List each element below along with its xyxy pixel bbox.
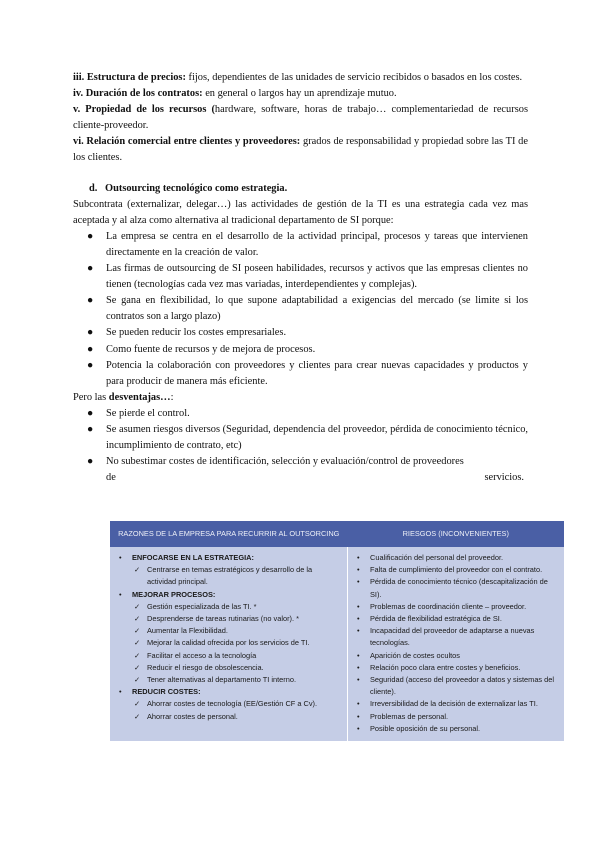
list-item: ● Las firmas de outsourcing de SI poseen habilidades, recursos y activos que las empresas clientes no tienen (tecnologías cada vez mas variadas, interdependientes y complejas). — [87, 263, 528, 291]
list-item: ✓ Ahorrar costes de tecnología (EE/Gestión CF a Cv). — [114, 698, 343, 710]
item-iii — [73, 70, 528, 86]
list-item: ● No subestimar costes de identificación, selección y evaluación/control de proveedores de servicios. — [106, 454, 528, 486]
list-item: • Problemas de coordinación cliente – proveedor. — [352, 601, 560, 613]
bullet-icon: • — [119, 589, 122, 599]
list-item: • Irreversibilidad de la decisión de externalizar las TI. — [352, 698, 560, 710]
bullet-icon: • — [357, 565, 360, 575]
bullet-icon: ● — [87, 230, 94, 242]
list-item: • Posible oposición de su personal. — [352, 723, 560, 735]
list-item: • Problemas de personal. — [352, 711, 560, 723]
item-iii-text: fijos, dependientes de las unidades de servicio recibidos o basados en los costes. — [185, 72, 523, 83]
table-header-reasons: RAZONES DE LA EMPRESA PARA RECURRIR AL OUTSORCING — [110, 521, 348, 547]
disadvantages-label: desventajas… — [108, 391, 171, 403]
check-icon: ✓ — [134, 601, 141, 611]
list-item: ● Se pueden reducir los costes empresariales. — [106, 325, 528, 341]
risks-cell — [348, 547, 565, 741]
item-iv-text: en general o largos hay un aprendizaje mutuo. — [202, 88, 397, 100]
bullet-icon: • — [357, 577, 360, 587]
bullet-icon: • — [119, 687, 122, 697]
reasons-section: • ENFOCARSE EN LA ESTRATEGIA: — [114, 552, 343, 564]
check-icon: ✓ — [134, 699, 141, 709]
bullet-icon: ● — [87, 263, 94, 275]
list-item: ✓ Aumentar la Flexibilidad. — [114, 625, 343, 637]
section-paragraph: Subcontrata (externalizar, delegar…) las actividades de gestión de la TI es una estrategia cada vez mas aceptada y al alza como alternativa al tradicional departamento de SI porque: — [73, 198, 528, 226]
check-icon: ✓ — [134, 711, 141, 721]
advantages-list — [73, 229, 528, 390]
bullet-icon: • — [119, 553, 122, 562]
bullet-icon: ● — [87, 343, 94, 355]
list-item: ✓ Tener alternativas al departamento TI interno. — [114, 674, 343, 686]
disadvantages-intro: Pero las desventajas…: — [73, 391, 174, 403]
bullet-icon: • — [357, 723, 360, 733]
check-icon: ✓ — [134, 565, 141, 575]
bullet-icon: ● — [87, 295, 94, 307]
check-icon: ✓ — [134, 662, 141, 672]
disadvantages-list — [73, 406, 528, 486]
reasons-section: • REDUCIR COSTES: — [114, 686, 343, 698]
list-item: ✓ Reducir el riesgo de obsolescencia. — [114, 662, 343, 674]
list-item: • Pérdida de flexibilidad estratégica de SI. — [352, 613, 560, 625]
list-item: ● Se asumen riesgos diversos (Seguridad, dependencia del proveedor, pérdida de conocimiento técnico, incumplimiento de contrato, etc) — [87, 423, 528, 452]
bullet-icon: ● — [87, 423, 94, 435]
list-item: ● Potencia la colaboración con proveedores y clientes para crear nuevas capacidades y productos y para producir de manera más eficiente. — [87, 359, 528, 387]
list-item: ✓ Gestión especializada de las TI. * — [114, 601, 343, 613]
document-body — [73, 70, 528, 486]
list-item: ● Como fuente de recursos y de mejora de procesos. — [106, 342, 528, 358]
bullet-icon: • — [357, 601, 360, 611]
item-vi-text: grados de responsabilidad y propiedad sobre las TI de los clientes. — [73, 136, 528, 164]
bullet-icon: • — [357, 626, 360, 636]
reasons-cell — [110, 547, 348, 741]
bullet-icon: • — [357, 614, 360, 624]
list-item: ✓ Centrarse en temas estratégicos y desarrollo de la actividad principal. — [134, 565, 313, 587]
bullet-icon: • — [357, 662, 360, 672]
section-heading — [89, 181, 528, 197]
list-item: ✓ Desprenderse de tareas rutinarias (no valor). * — [114, 613, 343, 625]
item-iv-label: iv. Duración de los contratos: — [73, 88, 203, 100]
bullet-icon: • — [357, 711, 360, 721]
list-item: ✓ Ahorrar costes de personal. — [114, 711, 343, 723]
check-icon: ✓ — [134, 650, 141, 660]
list-item: ● Se pierde el control. — [106, 406, 528, 422]
check-icon: ✓ — [134, 614, 141, 624]
item-iii-label: iii. Estructura de precios: — [73, 72, 186, 83]
last-bullet-line: de servicios. — [106, 472, 524, 484]
bullet-icon: • — [357, 553, 360, 562]
list-item: ✓ Facilitar el acceso a la tecnología — [114, 650, 343, 662]
item-v — [73, 102, 528, 134]
reasons-section: • MEJORAR PROCESOS: — [114, 589, 343, 601]
outsourcing-table — [110, 521, 564, 741]
section-title: Outsourcing tecnológico como estrategia. — [105, 182, 288, 194]
list-item: • Falta de cumplimiento del proveedor con el contrato. — [352, 564, 560, 576]
list-item: • Cualificación del personal del proveedor. — [352, 552, 560, 564]
list-item: ● Se gana en flexibilidad, lo que supone adaptabilidad a exigencias del mercado (se limite si los contratos son a largo plazo) — [87, 295, 528, 323]
list-item: • Pérdida de conocimiento técnico (descapitalización de SI). — [357, 577, 548, 599]
bullet-icon: ● — [87, 456, 94, 468]
list-item: • Relación poco clara entre costes y beneficios. — [352, 662, 560, 674]
list-item: • Incapacidad del proveedor de adaptarse a nuevas tecnologías. — [357, 626, 535, 648]
bullet-icon: • — [357, 675, 360, 685]
item-iv — [73, 86, 528, 102]
bullet-icon: • — [357, 699, 360, 709]
list-item: • Aparición de costes ocultos — [352, 650, 560, 662]
bullet-icon: ● — [87, 327, 94, 339]
item-vi — [73, 134, 528, 166]
bullet-icon: • — [357, 650, 360, 660]
bullet-icon: ● — [87, 359, 94, 371]
item-vi-label: vi. Relación comercial entre clientes y proveedores: — [73, 136, 301, 148]
check-icon: ✓ — [134, 626, 141, 636]
item-v-text: hardware, software, horas de trabajo… complementariedad de recursos cliente-proveedor. — [73, 104, 528, 132]
table-header-risks: RIESGOS (INCONVENIENTES) — [348, 521, 565, 547]
list-item: • Seguridad (acceso del proveedor a datos y sistemas del cliente). — [357, 675, 555, 697]
bullet-icon: ● — [87, 407, 94, 419]
section-letter: d. — [89, 182, 98, 194]
check-icon: ✓ — [134, 638, 141, 648]
check-icon: ✓ — [134, 675, 141, 685]
item-v-label: v. Propiedad de los recursos ( — [73, 104, 215, 116]
list-item: ● La empresa se centra en el desarrollo de la actividad principal, procesos y tareas que intervienen directamente en la creación de valor. — [87, 230, 528, 258]
list-item: ✓ Mejorar la calidad ofrecida por los servicios de TI. — [114, 637, 343, 649]
